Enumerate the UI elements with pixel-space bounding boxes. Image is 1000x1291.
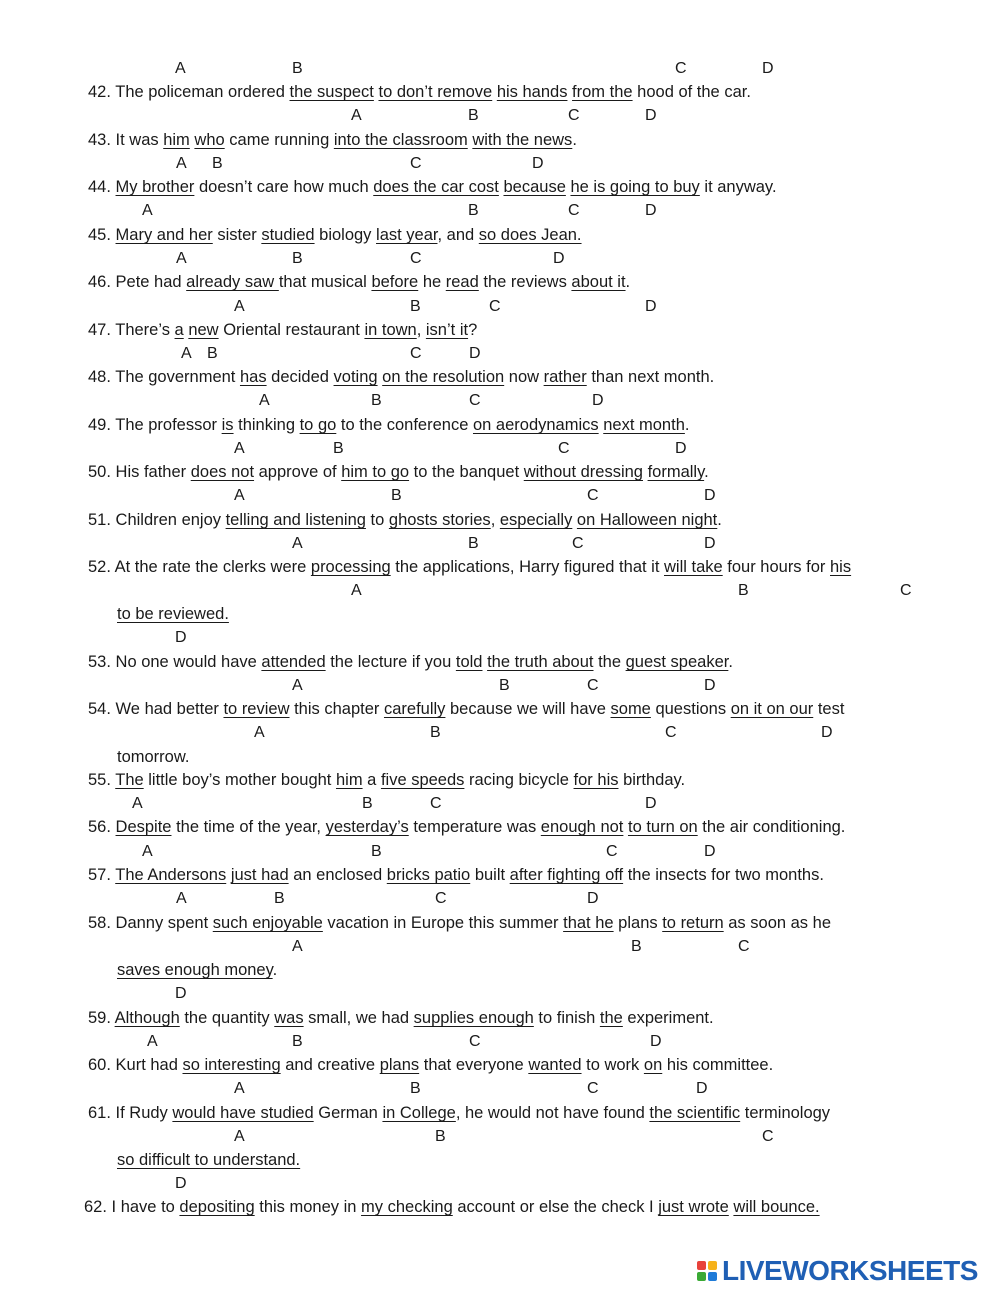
option-a: a <box>174 321 184 339</box>
option-a: Despite <box>115 818 172 836</box>
question-48: 48. The government has decided voting on the resolution now rather than next month. <box>88 368 715 386</box>
option-label-a: A <box>292 535 303 552</box>
option-label-a: A <box>181 345 192 362</box>
option-a: so interesting <box>182 1056 281 1074</box>
option-label-a: A <box>234 487 245 504</box>
question-57: 57. The Andersons just had an enclosed bricks patio built after fighting off the insects for two months. <box>88 866 824 884</box>
option-label-b: B <box>371 843 382 860</box>
option-label-d: D <box>696 1080 708 1097</box>
option-label-c: C <box>675 60 687 77</box>
option-label-a: A <box>132 795 143 812</box>
option-label-b: B <box>212 155 223 172</box>
option-d: for his <box>573 771 619 789</box>
option-label-b: B <box>410 298 421 315</box>
question-42: 42. The policeman ordered the suspect to don’t remove his hands from the hood of the car. <box>88 83 751 101</box>
question-43: 43. It was him who came running into the classroom with the news. <box>88 131 577 149</box>
option-b: that he <box>563 914 614 932</box>
liveworksheets-logo-icon <box>697 1261 717 1281</box>
option-c: especially <box>499 511 573 529</box>
option-label-a: A <box>259 392 270 409</box>
option-label-a: A <box>351 582 362 599</box>
option-label-b: B <box>333 440 344 457</box>
option-label-a: A <box>142 843 153 860</box>
question-51: 51. Children enjoy telling and listening to ghosts stories, especially on Halloween night. <box>88 511 722 529</box>
question-62: 62. I have to depositing this money in my checking account or else the check I just wrote will bounce. <box>84 1198 820 1216</box>
option-a: Although <box>114 1009 180 1027</box>
option-label-d: D <box>650 1033 662 1050</box>
option-a: My brother <box>115 178 195 196</box>
option-d: saves enough money <box>117 961 273 979</box>
option-b: ghosts stories <box>388 511 491 529</box>
option-label-d: D <box>587 890 599 907</box>
option-d: on it on our <box>730 700 814 718</box>
option-c: on aerodynamics <box>472 416 599 434</box>
option-b: told <box>455 653 483 671</box>
option-label-c: C <box>762 1128 774 1145</box>
option-label-b: B <box>499 677 510 694</box>
question-52: 52. At the rate the clerks were processing the applications, Harry figured that it will take four hours for his <box>88 558 852 576</box>
option-d: after fighting off <box>509 866 624 884</box>
question-54: 54. We had better to review this chapter carefully because we will have some questions on it on our test <box>88 700 845 718</box>
option-label-d: D <box>532 155 544 172</box>
option-label-a: A <box>234 1128 245 1145</box>
option-label-d: D <box>704 487 716 504</box>
option-label-d: D <box>469 345 481 362</box>
option-label-d: D <box>553 250 565 267</box>
option-label-a: A <box>351 107 362 124</box>
option-b: plans <box>379 1056 420 1074</box>
option-label-c: C <box>410 345 422 362</box>
option-label-b: B <box>738 582 749 599</box>
question-50: 50. His father does not approve of him to go to the banquet without dressing formally. <box>88 463 709 481</box>
question-53: 53. No one would have attended the lecture if you told the truth about the guest speaker. <box>88 653 733 671</box>
option-label-c: C <box>568 107 580 124</box>
option-label-b: B <box>468 202 479 219</box>
option-label-a: A <box>292 677 303 694</box>
option-a: processing <box>310 558 391 576</box>
option-c: his <box>830 558 852 576</box>
option-label-c: C <box>587 487 599 504</box>
option-label-c: C <box>587 677 599 694</box>
option-c: some <box>610 700 651 718</box>
option-label-a: A <box>234 440 245 457</box>
option-d: from the <box>572 83 633 101</box>
option-a: attended <box>261 653 326 671</box>
option-label-c: C <box>430 795 442 812</box>
option-label-c: C <box>469 1033 481 1050</box>
option-c: the scientific <box>649 1104 741 1122</box>
question-47: 47. There’s a new Oriental restaurant in town, isn’t it? <box>88 321 478 339</box>
question-58: 58. Danny spent such enjoyable vacation in Europe this summer that he plans to return as soon as he <box>88 914 831 932</box>
liveworksheets-logo[interactable] <box>697 1255 978 1287</box>
option-label-d: D <box>175 1175 187 1192</box>
option-label-d: D <box>175 629 187 646</box>
option-d: to turn on <box>627 818 698 836</box>
option-b: carefully <box>383 700 446 718</box>
option-label-a: A <box>292 938 303 955</box>
option-label-a: A <box>176 890 187 907</box>
option-b: just had <box>230 866 289 884</box>
option-b: voting <box>333 368 378 386</box>
option-label-b: B <box>468 107 479 124</box>
option-label-d: D <box>592 392 604 409</box>
option-c: to return <box>662 914 724 932</box>
option-a: would have studied <box>172 1104 314 1122</box>
option-label-b: B <box>391 487 402 504</box>
option-label-b: B <box>430 724 441 741</box>
option-label-c: C <box>587 1080 599 1097</box>
option-label-a: A <box>176 155 187 172</box>
option-label-d: D <box>704 535 716 552</box>
option-b: will take <box>664 558 723 576</box>
option-label-c: C <box>435 890 447 907</box>
question-59: 59. Although the quantity was small, we had supplies enough to finish the experiment. <box>88 1009 714 1027</box>
option-label-d: D <box>645 795 657 812</box>
question-61-continuation <box>117 1150 300 1170</box>
question-60: 60. Kurt had so interesting and creative plans that everyone wanted to work on his committee. <box>88 1056 774 1074</box>
option-label-c: C <box>568 202 580 219</box>
option-label-c: C <box>572 535 584 552</box>
question-61: 61. If Rudy would have studied German in College, he would not have found the scientific terminology <box>88 1104 831 1122</box>
option-label-a: A <box>234 298 245 315</box>
option-label-b: B <box>274 890 285 907</box>
question-46: 46. Pete had already saw that musical before he read the reviews about it. <box>88 273 631 291</box>
option-b: does the car cost <box>373 178 499 196</box>
option-label-d: D <box>645 107 657 124</box>
option-c: read <box>445 273 479 291</box>
option-a: such enjoyable <box>212 914 323 932</box>
option-b: to go <box>299 416 337 434</box>
option-label-c: C <box>469 392 481 409</box>
option-label-b: B <box>371 392 382 409</box>
question-49: 49. The professor is thinking to go to the conference on aerodynamics next month. <box>88 416 690 434</box>
question-45: 45. Mary and her sister studied biology last year, and so does Jean. <box>88 226 582 244</box>
option-label-d: D <box>675 440 687 457</box>
option-b: studied <box>261 226 315 244</box>
option-a: already saw <box>186 273 279 291</box>
option-a: is <box>221 416 234 434</box>
option-label-a: A <box>142 202 153 219</box>
option-label-c: C <box>410 155 422 172</box>
option-d: isn’t it <box>425 321 469 339</box>
option-b: new <box>188 321 219 339</box>
option-d: to be reviewed. <box>117 605 229 623</box>
option-label-c: C <box>738 938 750 955</box>
question-58-continuation: saves enough money. <box>117 961 278 979</box>
option-c: just wrote <box>658 1198 729 1216</box>
option-b: to don’t remove <box>378 83 493 101</box>
option-c: the truth about <box>487 653 594 671</box>
option-a: Mary and her <box>115 226 213 244</box>
option-c: his hands <box>496 83 568 101</box>
option-a: has <box>239 368 267 386</box>
option-d: rather <box>543 368 587 386</box>
option-label-d: D <box>175 985 187 1002</box>
option-label-d: D <box>821 724 833 741</box>
option-d: on Halloween night <box>576 511 718 529</box>
option-label-a: A <box>175 60 186 77</box>
question-55: 55. The little boy’s mother bought him a five speeds racing bicycle for his birthday. <box>88 771 686 789</box>
option-label-a: A <box>176 250 187 267</box>
question-56: 56. Despite the time of the year, yesterday’s temperature was enough not to turn on the air conditioning. <box>88 818 846 836</box>
option-d: the <box>599 1009 623 1027</box>
option-a: The <box>115 771 144 789</box>
option-c: enough not <box>540 818 624 836</box>
question-54-continuation: tomorrow. <box>117 748 190 766</box>
option-b: him <box>335 771 363 789</box>
option-label-b: B <box>410 1080 421 1097</box>
option-a: depositing <box>179 1198 255 1216</box>
option-c: on the resolution <box>382 368 505 386</box>
option-c: in town <box>364 321 417 339</box>
question-44: 44. My brother doesn’t care how much does the car cost because he is going to buy it anyway. <box>88 178 777 196</box>
option-d: formally <box>647 463 705 481</box>
option-label-c: C <box>489 298 501 315</box>
option-a: the suspect <box>289 83 374 101</box>
option-c: into the classroom <box>333 131 468 149</box>
option-label-c: C <box>410 250 422 267</box>
option-label-c: C <box>606 843 618 860</box>
option-label-d: D <box>645 298 657 315</box>
option-label-c: C <box>665 724 677 741</box>
question-52-continuation <box>117 604 229 624</box>
option-label-b: B <box>435 1128 446 1145</box>
option-label-d: D <box>704 843 716 860</box>
option-b: yesterday’s <box>325 818 409 836</box>
option-label-a: A <box>234 1080 245 1097</box>
option-label-b: B <box>207 345 218 362</box>
option-b: was <box>274 1009 304 1027</box>
option-b: in College <box>382 1104 456 1122</box>
option-d: with the news <box>472 131 573 149</box>
option-d: will bounce. <box>733 1198 820 1216</box>
option-b: who <box>194 131 225 149</box>
option-c: last year <box>376 226 438 244</box>
logo-text: LIVEWORKSHEETS <box>722 1255 978 1286</box>
option-a: telling and listening <box>225 511 366 529</box>
option-b: him to go <box>341 463 410 481</box>
option-a: him <box>163 131 190 149</box>
option-c: supplies enough <box>413 1009 534 1027</box>
option-label-b: B <box>362 795 373 812</box>
option-label-b: B <box>631 938 642 955</box>
option-label-c: C <box>900 582 912 599</box>
option-d: he is going to buy <box>570 178 700 196</box>
option-label-d: D <box>704 677 716 694</box>
option-c: bricks patio <box>386 866 471 884</box>
option-a: to review <box>223 700 290 718</box>
option-d: on <box>643 1056 663 1074</box>
option-label-b: B <box>292 250 303 267</box>
option-b: my checking <box>361 1198 453 1216</box>
option-b: before <box>371 273 419 291</box>
option-c: wanted <box>528 1056 582 1074</box>
option-d: next month <box>603 416 685 434</box>
option-label-a: A <box>254 724 265 741</box>
option-label-b: B <box>292 1033 303 1050</box>
option-d: guest speaker <box>625 653 729 671</box>
option-d: about it <box>571 273 626 291</box>
option-label-d: D <box>645 202 657 219</box>
option-c: because <box>503 178 566 196</box>
option-d: so does Jean. <box>478 226 582 244</box>
option-label-d: D <box>762 60 774 77</box>
option-label-b: B <box>468 535 479 552</box>
option-label-c: C <box>558 440 570 457</box>
option-label-b: B <box>292 60 303 77</box>
option-c: five speeds <box>380 771 465 789</box>
option-c: without dressing <box>523 463 643 481</box>
option-d: so difficult to understand. <box>117 1151 301 1169</box>
option-a: The Andersons <box>115 866 227 884</box>
option-a: does not <box>190 463 255 481</box>
option-label-a: A <box>147 1033 158 1050</box>
